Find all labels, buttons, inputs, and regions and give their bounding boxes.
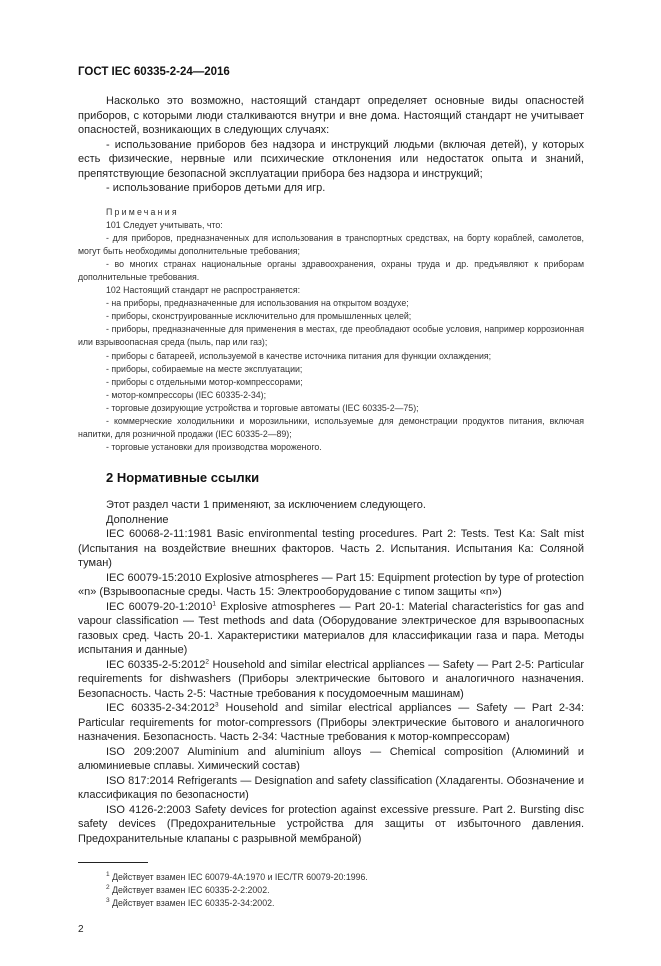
note-item: - во многих странах национальные органы здравоохранения, охраны труда и др. предъявляют к приборам дополнительные требования. xyxy=(78,258,584,282)
references-section xyxy=(78,498,584,846)
footnote xyxy=(78,897,584,910)
reference-code: ISO 4126-2:2003 xyxy=(106,803,191,816)
note-item: - мотор-компрессоры (IEC 60335-2-34); xyxy=(106,389,267,400)
reference-item xyxy=(78,745,584,774)
notes-section xyxy=(78,206,584,455)
page-number: 2 xyxy=(78,924,84,936)
reference-item xyxy=(78,774,584,803)
intro-bullet: - использование приборов без надзора и инструкций людьми (включая детей), у которых есть физические, нервные или психические отклонения или недостаток опыта и знаний, препятствующие безопасной эксплуатации прибора без надзора и инструкций; xyxy=(78,138,584,180)
reference-text: Aluminium and aluminium alloys — Chemical composition (Алюминий и алюминиевые сплавы. Химический состав) xyxy=(78,745,584,773)
reference-text: Household and similar electrical appliances — Safety — Part 2-34: Particular requirements for motor-compressors (Приборы электрические бытового и аналогичного назначения. Безопасность. Часть 2-34: Частные требования к мотор-компрессорам) xyxy=(78,702,585,744)
reference-code: IEC 60079-20-1:2010 xyxy=(106,600,213,613)
note-item: 101 Следует учитывать, что: xyxy=(106,219,223,230)
reference-code: IEC 60335-2-5:2012 xyxy=(106,658,206,671)
note-item: - приборы, сконструированные исключительно для промышленных целей; xyxy=(106,311,412,322)
reference-code: ISO 209:2007 xyxy=(106,745,180,758)
note-item: - приборы с батареей, используемой в качестве источника питания для функции охлаждения; xyxy=(106,350,492,361)
reference-item xyxy=(78,701,584,745)
note-item: - приборы, собираемые на месте эксплуатации; xyxy=(106,363,303,374)
note-item: - приборы, предназначенные для применения в местах, где преобладают особые условия, например коррозионная или взрывоопасная среда (пыль, пар или газ); xyxy=(78,324,584,348)
document-header: ГОСТ IEC 60335-2-24—2016 xyxy=(78,66,230,78)
note-item: - торговые установки для производства мороженого. xyxy=(106,442,322,453)
footnote-number: 1 xyxy=(106,871,110,879)
reference-text: Refrigerants — Designation and safety classification (Хладагенты. Обозначение и классификация по безопасности) xyxy=(78,774,584,802)
reference-text: Safety devices for protection against excessive pressure. Part 2. Bursting disc safety devices (Предохранительные устройства для защиты от избыточного давления. Предохранительные клапаны с разрывной мембраной) xyxy=(78,803,584,845)
reference-item xyxy=(78,803,584,847)
reference-code: IEC 60068-2-11:1981 xyxy=(106,528,213,541)
note-item: 102 Настоящий стандарт не распространяется: xyxy=(106,285,301,296)
intro-paragraph: Насколько это возможно, настоящий стандарт определяет основные виды опасностей приборов, с которыми люди сталкиваются внутри и вне дома. Настоящий стандарт не учитывает опасностей, возникающих в следующих случаях: xyxy=(78,95,584,136)
note-item: - на приборы, предназначенные для использования на открытом воздухе; xyxy=(106,298,409,309)
footnote-number: 3 xyxy=(106,897,110,905)
reference-code: IEC 60079-15:2010 xyxy=(106,571,202,584)
reference-code: IEC 60335-2-34:2012 xyxy=(106,702,215,715)
footnote-text: Действует взамен IEC 60335-2-34:2002. xyxy=(109,898,275,909)
note-item: - приборы с отдельными мотор-компрессорами; xyxy=(106,376,303,387)
footnote-marker: 1 xyxy=(212,600,217,608)
reference-item xyxy=(78,600,584,658)
section-subtitle: Дополнение xyxy=(106,513,169,526)
reference-item xyxy=(78,527,584,571)
reference-text: Basic environmental testing procedures. Part 2: Tests. Test Ka: Salt mist (Испытания на воздействие внешних факторов. Часть 2. Испытания. Испытания Ка: Соляной туман) xyxy=(78,528,584,570)
footnote-divider xyxy=(78,862,148,863)
reference-item xyxy=(78,571,584,600)
reference-text: Explosive atmospheres — Part 20-1: Material characteristics for gas and vapour classification — Test methods and data (Оборудование электрическое для взрывоопасных газовых сред. Часть 20-1. Характеристики материалов для классификации газа и пара. Методы испытания и данные) xyxy=(78,600,584,657)
intro-bullet: - использование приборов детьми для игр. xyxy=(106,182,326,194)
footnote-text: Действует взамен IEC 60335-2-2:2002. xyxy=(109,885,270,896)
footnotes xyxy=(78,871,584,910)
reference-item xyxy=(78,658,584,702)
footnote xyxy=(78,884,584,897)
intro-section xyxy=(78,94,584,196)
footnote-marker: 3 xyxy=(214,701,219,709)
notes-title: Примечания xyxy=(106,206,179,217)
section-heading: 2 Нормативные ссылки xyxy=(106,470,260,486)
note-item: - торговые дозирующие устройства и торговые автоматы (IEC 60335-2—75); xyxy=(106,402,419,413)
note-item: - для приборов, предназначенных для использования в транспортных средствах, на борту кораблей, самолетов, могут быть необходимы дополнительные требования; xyxy=(78,232,584,256)
footnote-number: 2 xyxy=(106,884,110,892)
section-intro: Этот раздел части 1 применяют, за исключением следующего. xyxy=(106,499,426,512)
reference-code: ISO 817:2014 xyxy=(106,774,175,787)
footnote-text: Действует взамен IEC 60079-4A:1970 и IEC/TR 60079-20:1996. xyxy=(109,872,368,883)
footnote-marker: 2 xyxy=(205,658,210,666)
reference-text: Explosive atmospheres — Part 15: Equipment protection by type of protection «n» (Взрывоопасные среды. Часть 15: Электрооборудование с типом защиты «n») xyxy=(78,571,584,599)
reference-text: Household and similar electrical appliances — Safety — Part 2-5: Particular requirements for dishwashers (Приборы электрические бытового и аналогичного назначения. Безопасность. Часть 2-5: Частные требования к посудомоечным машинам) xyxy=(78,658,584,700)
footnote xyxy=(78,871,584,884)
note-item: - коммерческие холодильники и морозильники, используемые для демонстрации продуктов питания, включая напитки, для розничной продажи (IEC 60335-2—89); xyxy=(78,416,584,440)
